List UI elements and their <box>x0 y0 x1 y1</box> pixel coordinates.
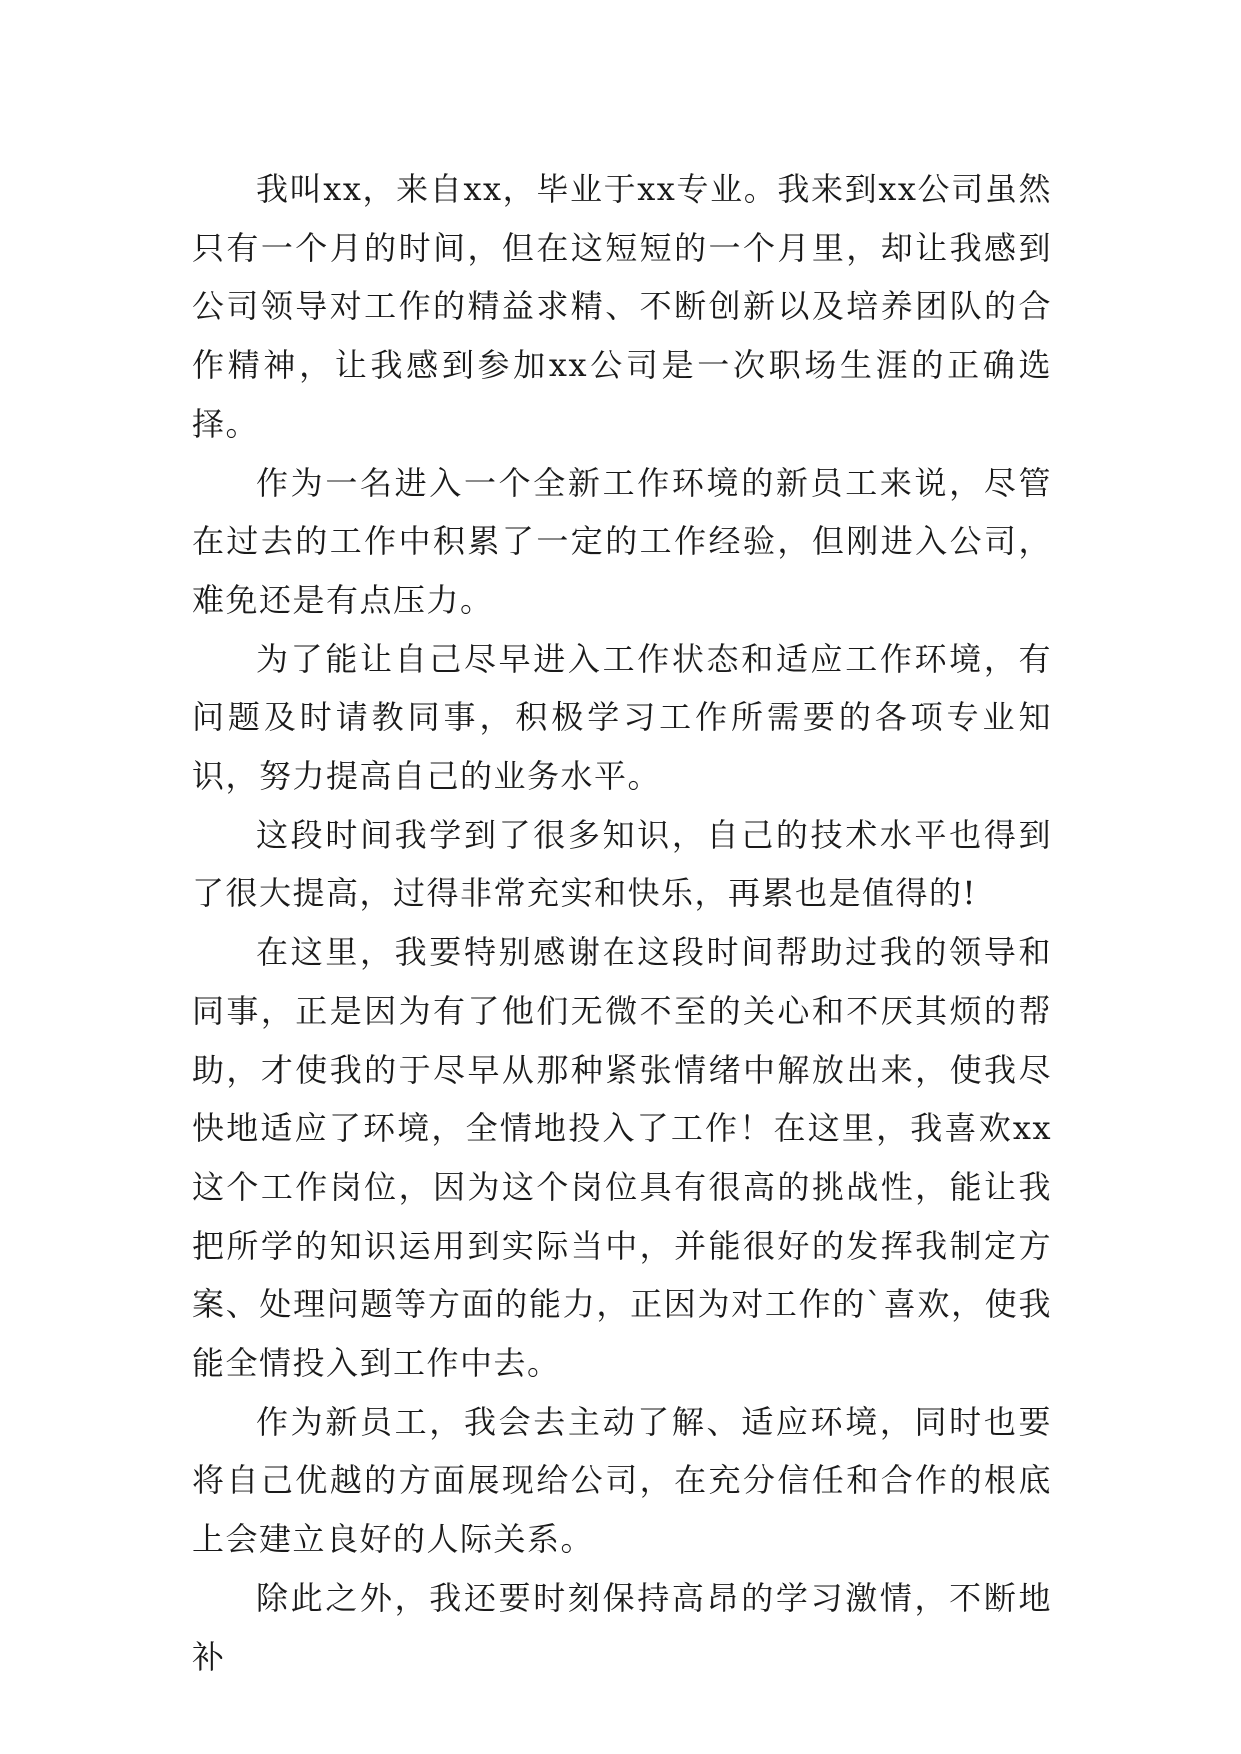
paragraph-5: 在这里，我要特别感谢在这段时间帮助过我的领导和同事，正是因为有了他们无微不至的关心和不厌其烦的帮助，才使我的于尽早从那种紧张情绪中解放出来，使我尽快地适应了环境，全情地投入了工作！在这里，我喜欢xx这个工作岗位，因为这个岗位具有很高的挑战性，能让我把所学的知识运用到实际当中，并能很好的发挥我制定方案、处理问题等方面的能力，正因为对工作的`喜欢，使我能全情投入到工作中去。 <box>192 933 1052 1383</box>
document-body <box>192 160 1052 1686</box>
paragraph-3: 为了能让自己尽早进入工作状态和适应工作环境，有问题及时请教同事，积极学习工作所需要的各项专业知识，努力提高自己的业务水平。 <box>192 639 1052 796</box>
paragraph-1: 我叫xx，来自xx，毕业于xx专业。我来到xx公司虽然只有一个月的时间，但在这短短的一个月里，却让我感到公司领导对工作的精益求精、不断创新以及培养团队的合作精神，让我感到参加xx公司是一次职场生涯的正确选择。 <box>192 170 1052 443</box>
paragraph-7: 除此之外，我还要时刻保持高昂的学习激情，不断地补 <box>192 1578 1052 1676</box>
paragraph-6: 作为新员工，我会去主动了解、适应环境，同时也要将自己优越的方面展现给公司，在充分信任和合作的根底上会建立良好的人际关系。 <box>192 1402 1052 1559</box>
paragraph-4: 这段时间我学到了很多知识，自己的技术水平也得到了很大提高，过得非常充实和快乐，再累也是值得的! <box>192 815 1052 913</box>
paragraph-2: 作为一名进入一个全新工作环境的新员工来说，尽管在过去的工作中积累了一定的工作经验，但刚进入公司，难免还是有点压力。 <box>192 463 1052 619</box>
